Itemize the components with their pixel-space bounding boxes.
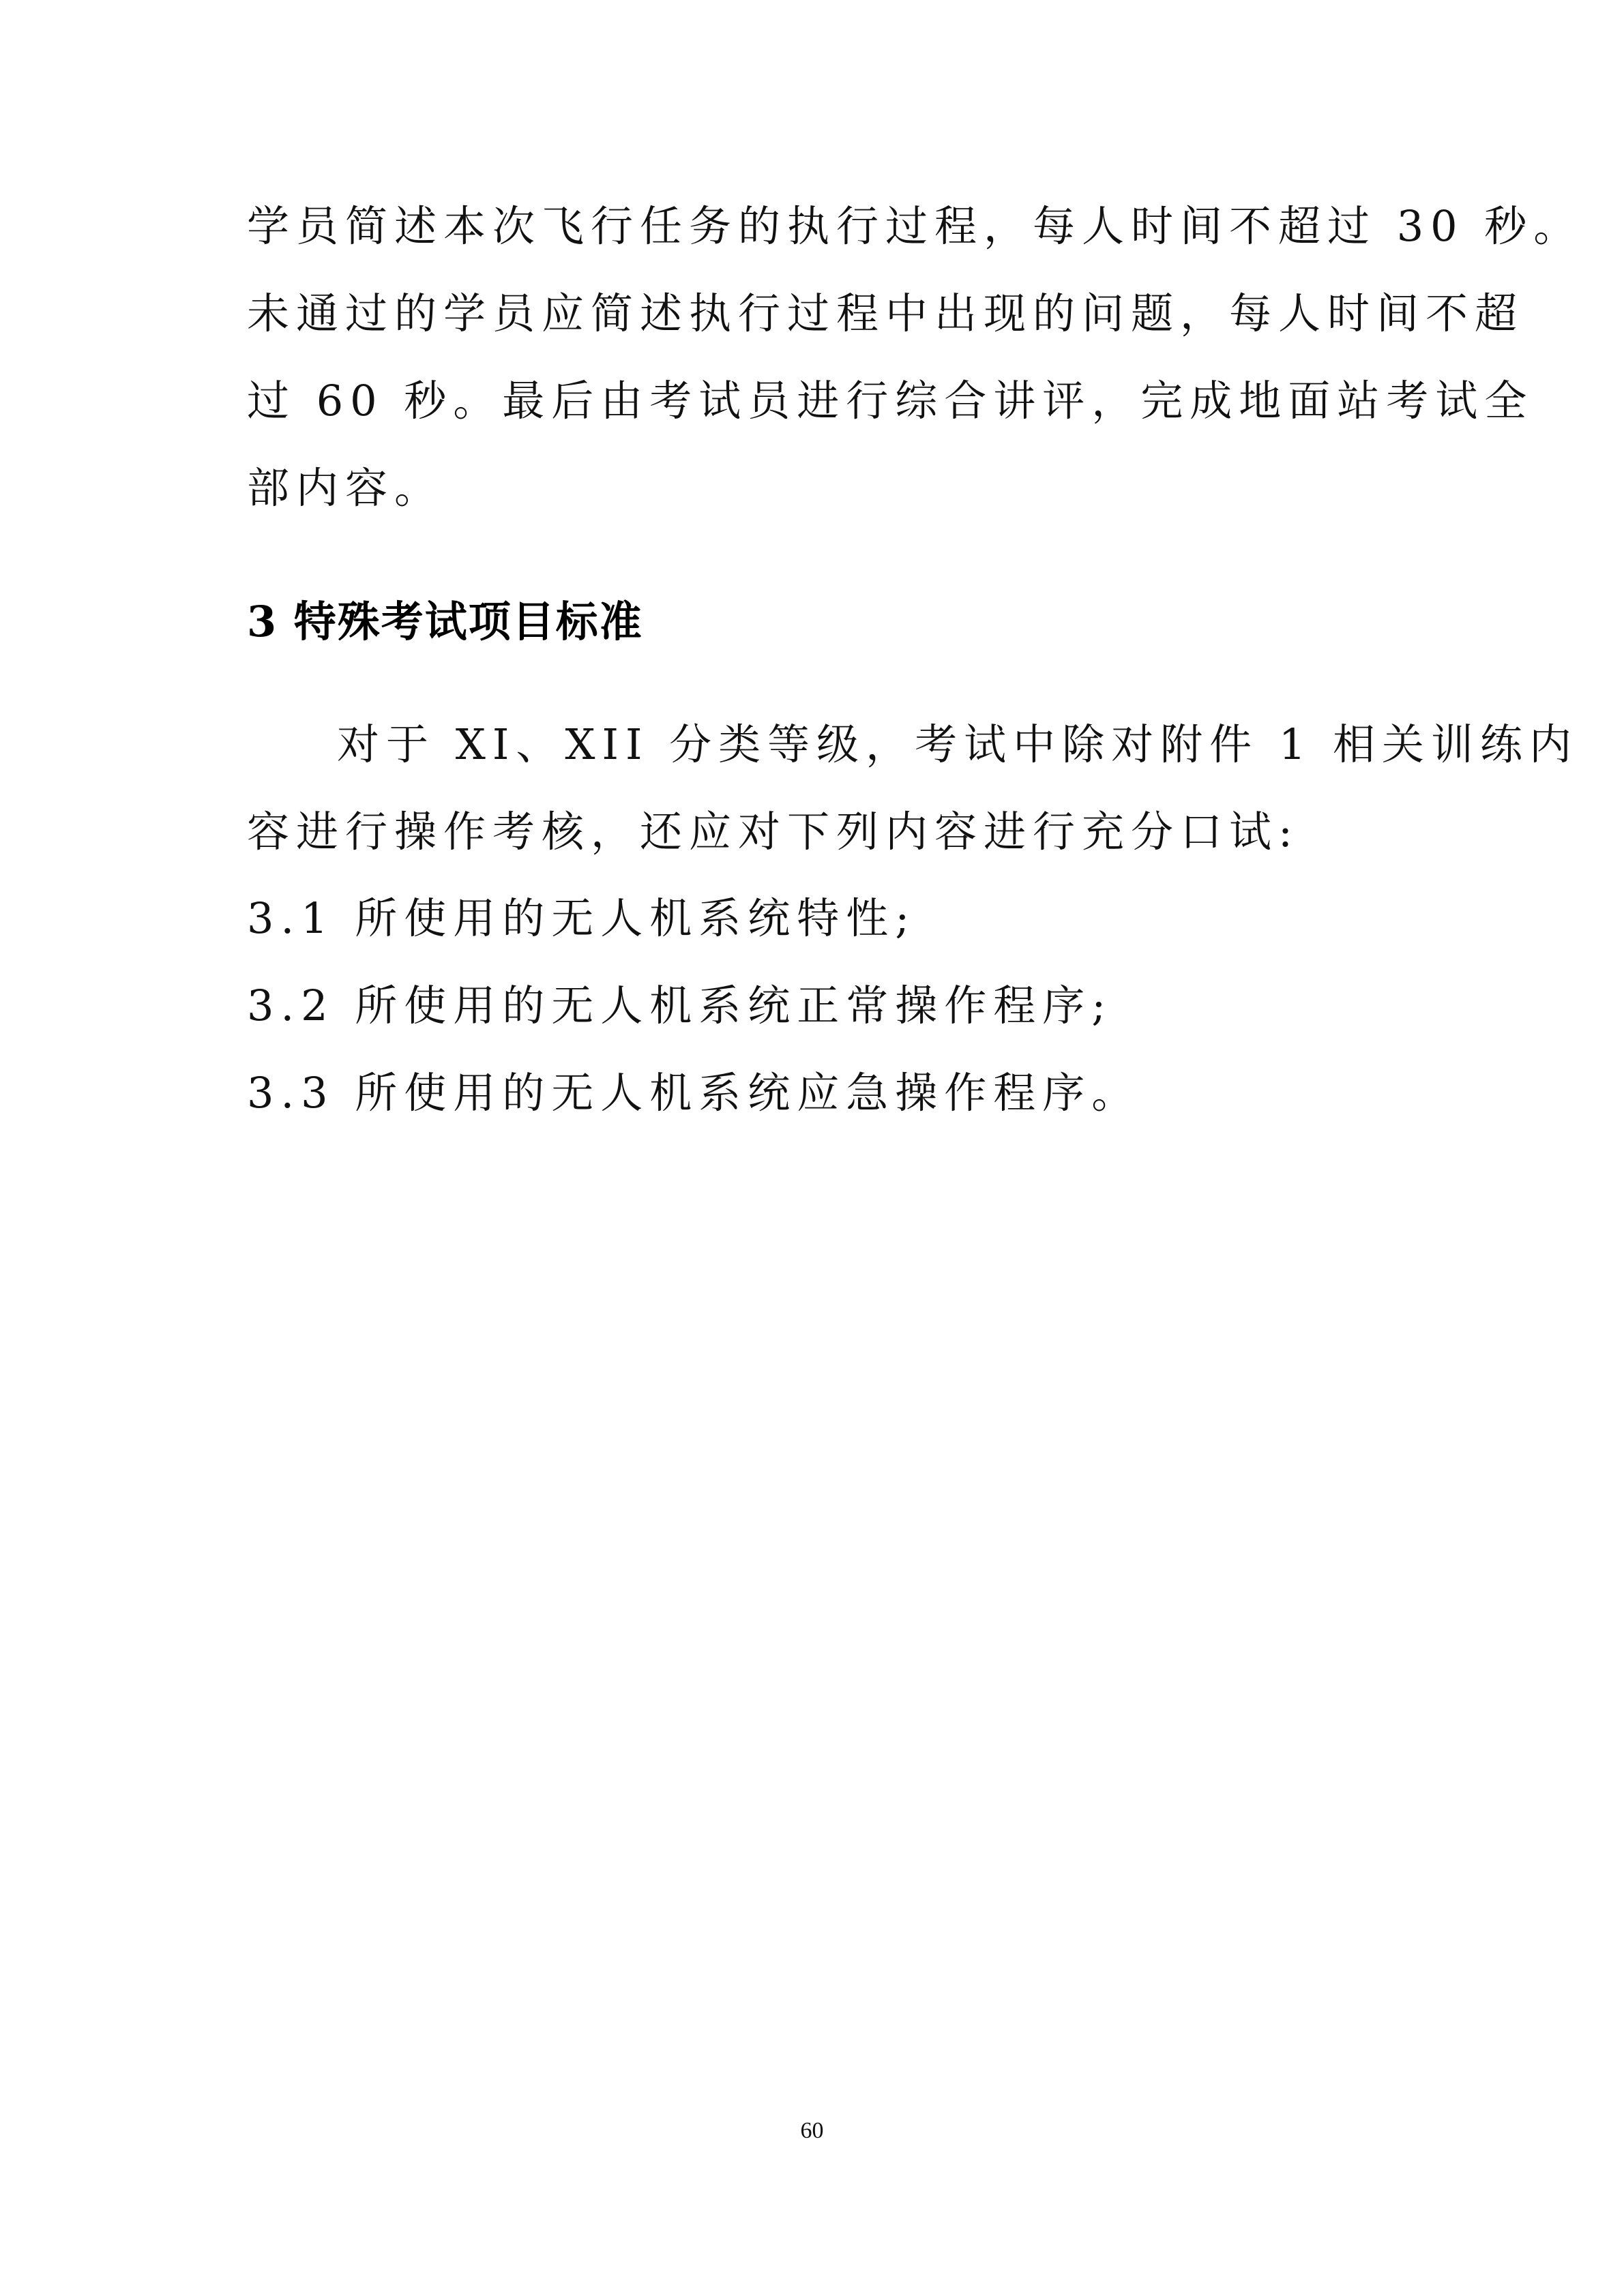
- paragraph-line: 过 60 秒。最后由考试员进行综合讲评，完成地面站考试全: [247, 376, 1534, 426]
- paragraph-line: 学员简述本次飞行任务的执行过程，每人时间不超过 30 秒。: [247, 201, 1583, 251]
- list-item: 3.3 所使用的无人机系统应急操作程序。: [247, 1068, 1141, 1118]
- page-number: 60: [800, 2118, 824, 2143]
- paragraph-line: 部内容。: [247, 463, 444, 513]
- list-item: 3.2 所使用的无人机系统正常操作程序;: [247, 981, 1113, 1030]
- list-item: 3.1 所使用的无人机系统特性;: [247, 893, 917, 943]
- paragraph-line: 未通过的学员应简述执行过程中出现的问题，每人时间不超: [247, 288, 1524, 338]
- paragraph-line: 对于 XI、XII 分类等级，考试中除对附件 1 相关训练内: [337, 719, 1579, 769]
- paragraph-line: 容进行操作考核，还应对下列内容进行充分口试:: [247, 807, 1299, 856]
- section-heading: 3 特殊考试项目标准: [247, 597, 643, 646]
